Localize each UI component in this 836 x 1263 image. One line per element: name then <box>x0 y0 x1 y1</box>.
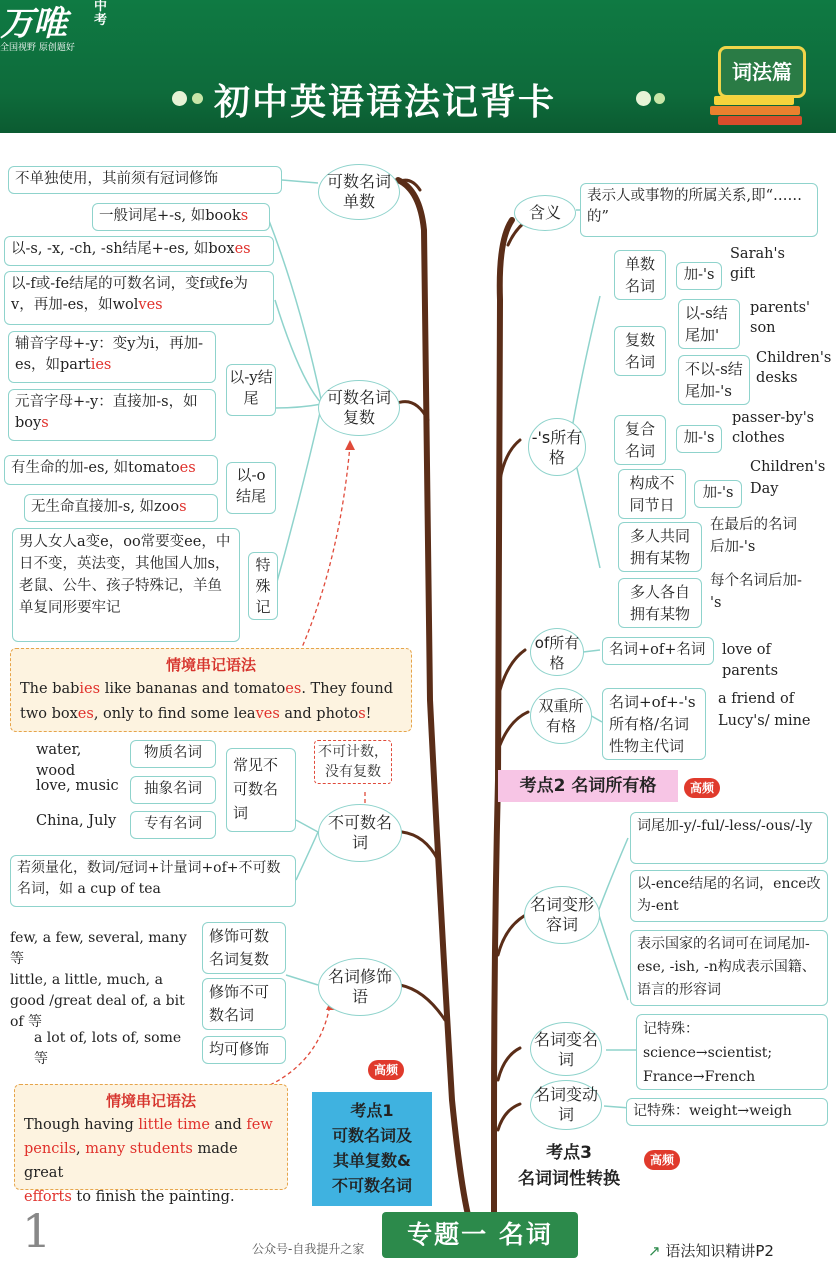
modifier-use-2: 修饰不可数名词 <box>202 978 286 1030</box>
reference-link[interactable] <box>648 1240 774 1261</box>
sentence-fragment: to finish the painting. <box>71 1189 235 1205</box>
rule-text: 有生命的加-es, 如tomato <box>11 460 180 476</box>
topic-title-bar: 专题一 名词 <box>382 1212 578 1258</box>
plural-rule-6 <box>4 455 218 485</box>
sentence-fragment: and photo <box>279 706 359 722</box>
high-frequency-badge: 高频 <box>644 1150 680 1170</box>
rule-ending: s <box>179 499 187 515</box>
meaning-text: 表示人或事物的所属关系,即“……的” <box>580 183 818 237</box>
kaodian-number: 考点3 <box>546 1143 592 1163</box>
special-label: 特殊记 <box>248 552 278 620</box>
section-badge: 词法篇 <box>718 46 806 98</box>
brand-slogan: 全国视野 原创题好 <box>0 43 75 53</box>
kaodian-number: 考点1 <box>350 1101 394 1120</box>
highlight-word: few <box>246 1117 273 1133</box>
sentence-fragment: ! <box>365 706 372 722</box>
adj-rule-3: 表示国家的名词可在词尾加-ese, -ish, -n构成表示国籍、语言的形容词 <box>630 930 828 1006</box>
plural-special-rhyme: 男人女人a变e，oo常要变ee，中日不变，英法变，其他国人加s，老鼠、公牛、孩子特殊记，羊鱼单复同形要牢记 <box>12 528 240 642</box>
kaodian-line: 其单复数& <box>333 1151 411 1170</box>
context-sentence <box>15 1185 287 1209</box>
single-noun-label: 单数名词 <box>614 250 666 300</box>
rule-ending: es <box>234 241 251 257</box>
joint-ownership-label: 多人共同拥有某物 <box>618 522 702 572</box>
eg-compound: passer-by's clothes <box>732 410 815 446</box>
eg-of: love of parents <box>722 642 779 679</box>
modifier-eg-1: few, a few, several, many等 <box>10 930 187 967</box>
eg-abstract: love, music <box>36 778 119 794</box>
topic-to-verb: 名词变动词 <box>533 1085 598 1124</box>
plural-rule-2 <box>4 236 274 266</box>
sentence-fragment: like bananas and tomato <box>100 681 286 697</box>
add-s-rule: 加-'s <box>694 480 742 508</box>
to-verb-rule: 记特殊：weight→weigh <box>626 1098 828 1126</box>
joint-ownership-rule: 在最后的名词后加-'s <box>710 517 797 555</box>
sentence-fragment: Though having <box>24 1117 139 1133</box>
quantify-rule: 若须量化，数词/冠词+计量词+of+不可数名词，如 a cup of tea <box>10 855 296 907</box>
sentence-fragment: The bab <box>20 681 80 697</box>
topic-modifiers: 名词修饰语 <box>327 967 392 1006</box>
reference-text: 语法知识精讲P2 <box>665 1242 774 1260</box>
rule-text: 以-f或-fe结尾的可数名词，变f或fe为v，再加-es，如wol <box>11 276 248 313</box>
add-s-rule: 加-'s <box>676 425 722 453</box>
highlight-word: many students <box>85 1141 193 1157</box>
kaodian-2: 考点2 名词所有格 <box>498 770 678 802</box>
separate-ownership-label: 多人各自拥有某物 <box>618 578 702 628</box>
uncountable-note: 不可计数，没有复数 <box>314 740 392 784</box>
page-number: 1 <box>22 1204 52 1258</box>
plural-non-s-rule: 不以-s结尾加-'s <box>678 355 750 405</box>
compound-noun-label: 复合名词 <box>614 415 666 465</box>
rule-ending: s <box>240 208 249 224</box>
brand-tag: 中考 <box>94 0 108 28</box>
type-abstract: 抽象名词 <box>130 776 216 804</box>
plural-rule-3 <box>4 271 274 325</box>
context-sentence <box>15 1113 287 1137</box>
topic-uncountable: 不可数名词 <box>327 813 392 852</box>
topic-countable-singular: 可数名词单数 <box>326 172 391 211</box>
modifier-eg-3: a lot of, lots of, some 等 <box>34 1030 182 1067</box>
topic-s-possessive: -'s所有格 <box>531 428 583 467</box>
eg-festival: Children's Day <box>750 459 826 497</box>
plural-rule-7 <box>24 494 218 522</box>
context-sentence <box>11 677 411 702</box>
adj-rule-2: 以-ence结尾的名词，ence改为-ent <box>630 870 828 922</box>
rule-text: 辅音字母+-y：变y为i，再加-es，如part <box>15 336 203 373</box>
type-proper: 专有名词 <box>130 811 216 839</box>
topic-to-noun: 名词变名词 <box>533 1030 598 1069</box>
kaodian-line: 可数名词及 <box>331 1126 412 1145</box>
topic-of-possessive: of所有格 <box>534 634 580 672</box>
topic-double-possessive: 双重所有格 <box>538 697 584 735</box>
festival-label: 构成不同节日 <box>618 469 686 519</box>
modifier-eg-2: little, a little, much, a good /great deal of, a bit of 等 <box>10 972 185 1030</box>
rule-text: 以-s, -x, -ch, -sh结尾+-es, 如box <box>11 241 235 257</box>
highlight-word: es <box>77 706 94 722</box>
common-uncountable-label: 常见不可数名词 <box>226 748 296 832</box>
sentence-fragment: made great <box>24 1141 238 1181</box>
context-box-1 <box>10 648 412 732</box>
page-title: 初中英语语法记背卡 <box>214 82 557 123</box>
watermark-text: 公众号-自我提升之家 <box>252 1242 365 1256</box>
eg-plural-non-s: Children's desks <box>756 350 832 386</box>
double-rule: 名词+of+-'s所有格/名词性物主代词 <box>602 688 706 760</box>
of-rule: 名词+of+名词 <box>602 637 714 665</box>
type-material: 物质名词 <box>130 740 216 768</box>
highlight-word: pencils <box>24 1141 77 1157</box>
rule-text: 无生命直接加-s, 如zoo <box>31 499 180 515</box>
modifier-use-3: 均可修饰 <box>202 1036 286 1064</box>
sentence-fragment: two box <box>20 706 78 722</box>
sentence-fragment: . They found <box>301 681 393 697</box>
plural-rule-4 <box>8 331 216 383</box>
rule-text: 一般词尾+-s, 如book <box>99 208 241 224</box>
eg-double: a friend of Lucy's/ mine <box>718 691 811 729</box>
sentence-fragment: , only to find some lea <box>93 706 256 722</box>
topic-meaning: 含义 <box>528 203 561 222</box>
highlight-word: es <box>285 681 302 697</box>
singular-rule-text: 不单独使用，其前须有冠词修饰 <box>15 171 218 187</box>
highlight-word: ies <box>79 681 101 697</box>
brand-name: 万唯 <box>0 4 66 44</box>
highlight-word: ves <box>255 706 280 722</box>
topic-to-adjective: 名词变形容词 <box>529 895 594 934</box>
context-sentence <box>15 1137 287 1185</box>
y-ending-label: 以-y结尾 <box>226 364 276 416</box>
high-frequency-badge: 高频 <box>684 778 720 798</box>
context-sentence <box>11 702 411 727</box>
context-title: 情境串记语法 <box>105 1092 196 1110</box>
kaodian-3 <box>498 1140 640 1196</box>
eg-plural-s: parents' son <box>750 300 811 336</box>
highlight-word: little time <box>138 1117 210 1133</box>
plural-s-ending-rule: 以-s结尾加' <box>678 299 740 349</box>
rule-ending: ves <box>138 297 163 313</box>
highlight-word: efforts <box>24 1189 72 1205</box>
kaodian-line: 不可数名词 <box>331 1176 412 1195</box>
adj-rule-1: 词尾加-y/-ful/-less/-ous/-ly <box>630 812 828 864</box>
eg-material: water, wood <box>36 742 82 779</box>
eg-single: Sarah's gift <box>730 246 785 282</box>
plural-noun-label: 复数名词 <box>614 326 666 376</box>
topic-countable-plural: 可数名词复数 <box>326 388 391 427</box>
add-s-rule: 加-'s <box>676 262 722 290</box>
eg-proper: China, July <box>36 813 117 829</box>
o-ending-label: 以-o结尾 <box>226 462 276 514</box>
modifier-use-1: 修饰可数名词复数 <box>202 922 286 974</box>
kaodian-line: 名词词性转换 <box>518 1169 620 1189</box>
rule-ending: ies <box>90 357 112 373</box>
plural-rule-1 <box>92 203 270 231</box>
kaodian-1 <box>312 1092 432 1206</box>
singular-rule <box>8 166 282 194</box>
plural-rule-5 <box>8 389 216 441</box>
context-title: 情境串记语法 <box>165 656 256 674</box>
rule-ending: es <box>179 460 196 476</box>
rule-ending: s <box>41 415 49 431</box>
separate-ownership-rule: 每个名词后加-'s <box>710 573 802 611</box>
high-frequency-badge: 高频 <box>368 1060 404 1080</box>
to-noun-rule: 记特殊：science→scientist; France→French <box>636 1014 828 1090</box>
sentence-fragment: and <box>209 1117 247 1133</box>
context-box-2 <box>14 1084 288 1205</box>
rule-text: 元音字母+-y：直接加-s，如boy <box>15 394 198 431</box>
link-icon: ↗︎ <box>648 1242 661 1260</box>
highlight-word: s <box>358 706 366 722</box>
sentence-fragment: , <box>76 1141 86 1157</box>
